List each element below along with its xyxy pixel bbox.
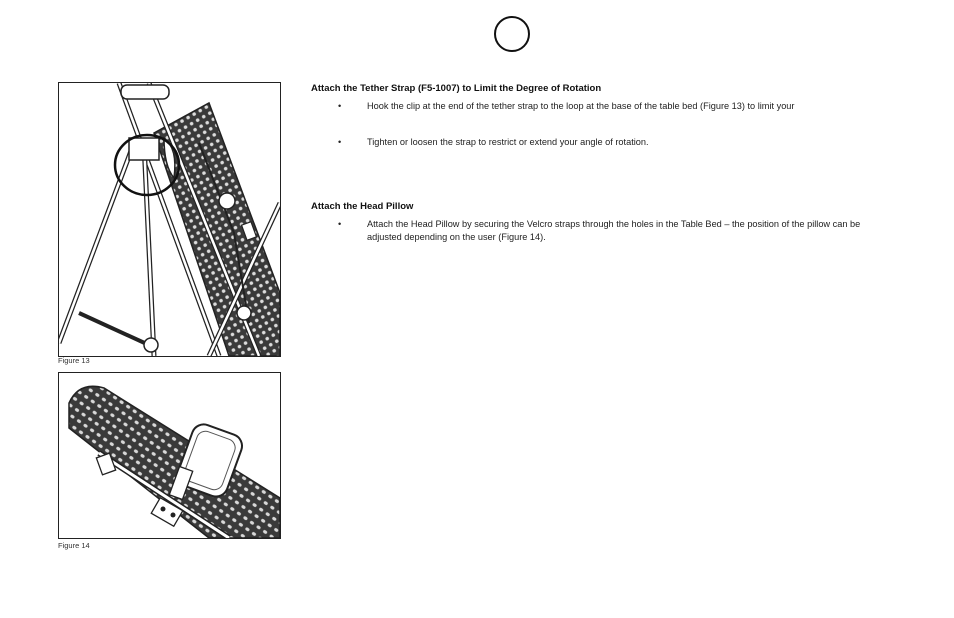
bullet-text: Tighten or loosen the strap to restrict or extend your angle of rotation. bbox=[367, 137, 649, 147]
inversion-table-illustration bbox=[59, 83, 280, 356]
bullet-dot: • bbox=[338, 101, 342, 111]
head-pillow-illustration bbox=[59, 373, 280, 538]
figure-13-image bbox=[58, 82, 281, 357]
figure-14-image bbox=[58, 372, 281, 539]
head-pillow-section bbox=[311, 200, 901, 242]
bullet-dot: • bbox=[338, 219, 342, 229]
figure-13-caption: Figure 13 bbox=[58, 356, 90, 365]
tether-strap-section bbox=[311, 82, 901, 147]
tether-strap-heading: Attach the Tether Strap (F5-1007) to Limit the Degree of Rotation bbox=[311, 83, 602, 94]
page-number-circle bbox=[494, 16, 530, 52]
figure-14-caption: Figure 14 bbox=[58, 541, 90, 550]
bullet-dot: • bbox=[338, 137, 342, 147]
bullet-text: Attach the Head Pillow by securing the Velcro straps through the holes in the Table Bed – the position of the pillow can be adjusted depending on the user (Figure 14). bbox=[367, 219, 861, 242]
head-pillow-heading: Attach the Head Pillow bbox=[311, 201, 414, 212]
bullet-text: Hook the clip at the end of the tether strap to the loop at the base of the table bed (Figure 13) to limit your bbox=[367, 101, 795, 111]
